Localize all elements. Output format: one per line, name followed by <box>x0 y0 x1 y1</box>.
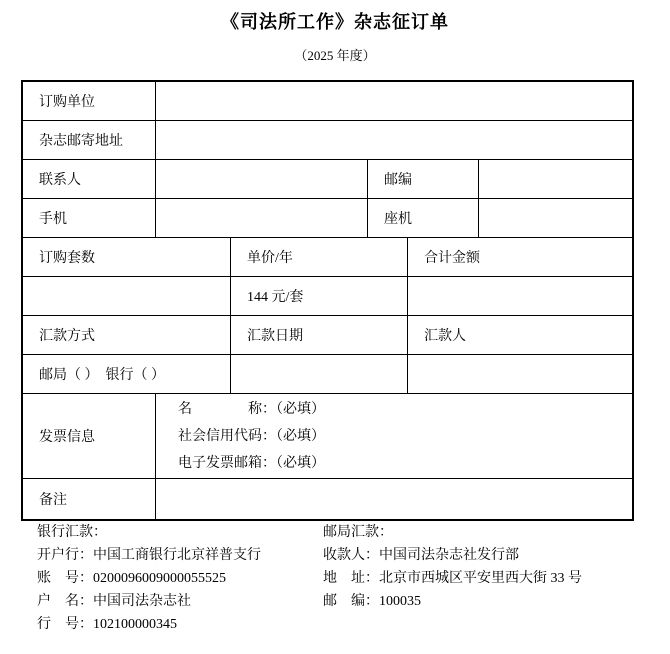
table-row-price-headers <box>23 237 632 276</box>
postcode-field[interactable] <box>478 160 632 198</box>
total-amount-label: 合计金额 <box>407 238 632 276</box>
invoice-name-line: 名 称：（必填） <box>178 401 325 417</box>
payment-date-label: 汇款日期 <box>230 316 407 354</box>
remarks-label: 备注 <box>39 493 67 508</box>
bank-holder-line: 户 名：中国司法杂志社 <box>37 594 191 609</box>
payment-date-field[interactable] <box>230 355 407 393</box>
landline-label: 座机 <box>367 199 478 237</box>
table-row-remarks <box>23 478 632 519</box>
invoice-email-line: 电子发票邮箱：（必填） <box>178 455 325 471</box>
unit-price-label: 单价/年 <box>230 238 407 276</box>
payer-field[interactable] <box>407 355 632 393</box>
bank-remittance-info <box>37 521 261 636</box>
sets-field[interactable] <box>23 277 230 315</box>
page-title: 《司法所工作》杂志征订单 <box>221 12 449 32</box>
invoice-credit-code-line: 社会信用代码：（必填） <box>178 428 325 444</box>
sets-label: 订购套数 <box>39 251 95 266</box>
subscription-table <box>21 80 634 521</box>
table-row-payment-values <box>23 354 632 393</box>
bank-account-line: 账 号：0200096009000055525 <box>37 571 226 586</box>
post-remittance-info <box>323 521 582 613</box>
subscriber-unit-field[interactable] <box>155 82 632 120</box>
postcode-label: 邮编 <box>367 160 478 198</box>
invoice-fields[interactable] <box>155 394 632 478</box>
contact-field[interactable] <box>155 160 367 198</box>
remarks-field[interactable] <box>155 479 632 519</box>
invoice-label: 发票信息 <box>39 430 95 445</box>
post-address-line: 地 址：北京市西城区平安里西大街 33 号 <box>323 571 582 586</box>
payment-method-label: 汇款方式 <box>39 329 95 344</box>
mailing-address-label: 杂志邮寄地址 <box>39 134 123 149</box>
post-remittance-heading: 邮局汇款： <box>323 525 393 540</box>
subscriber-unit-label: 订购单位 <box>39 95 95 110</box>
payer-label: 汇款人 <box>407 316 632 354</box>
bank-name-line: 开户行：中国工商银行北京祥普支行 <box>37 548 261 563</box>
landline-field[interactable] <box>478 199 632 237</box>
post-code-line: 邮 编：100035 <box>323 594 421 609</box>
payment-options[interactable]: 邮局（ ） 银行（ ） <box>39 368 165 383</box>
table-row-mailing-address <box>23 120 632 159</box>
table-row-price-values <box>23 276 632 315</box>
bank-remittance-heading: 银行汇款： <box>37 525 107 540</box>
table-row-subscriber-unit <box>23 82 632 120</box>
table-row-contact <box>23 159 632 198</box>
contact-label: 联系人 <box>39 173 81 188</box>
bank-number-line: 行 号：102100000345 <box>37 617 177 632</box>
page-subtitle: （2025 年度） <box>294 48 376 63</box>
total-amount-field[interactable] <box>407 277 632 315</box>
table-row-payment-headers <box>23 315 632 354</box>
table-row-invoice <box>23 393 632 478</box>
mobile-field[interactable] <box>155 199 367 237</box>
mobile-label: 手机 <box>39 212 67 227</box>
mailing-address-field[interactable] <box>155 121 632 159</box>
unit-price-value: 144 元/套 <box>230 277 407 315</box>
post-payee-line: 收款人：中国司法杂志社发行部 <box>323 548 519 563</box>
table-row-phones <box>23 198 632 237</box>
